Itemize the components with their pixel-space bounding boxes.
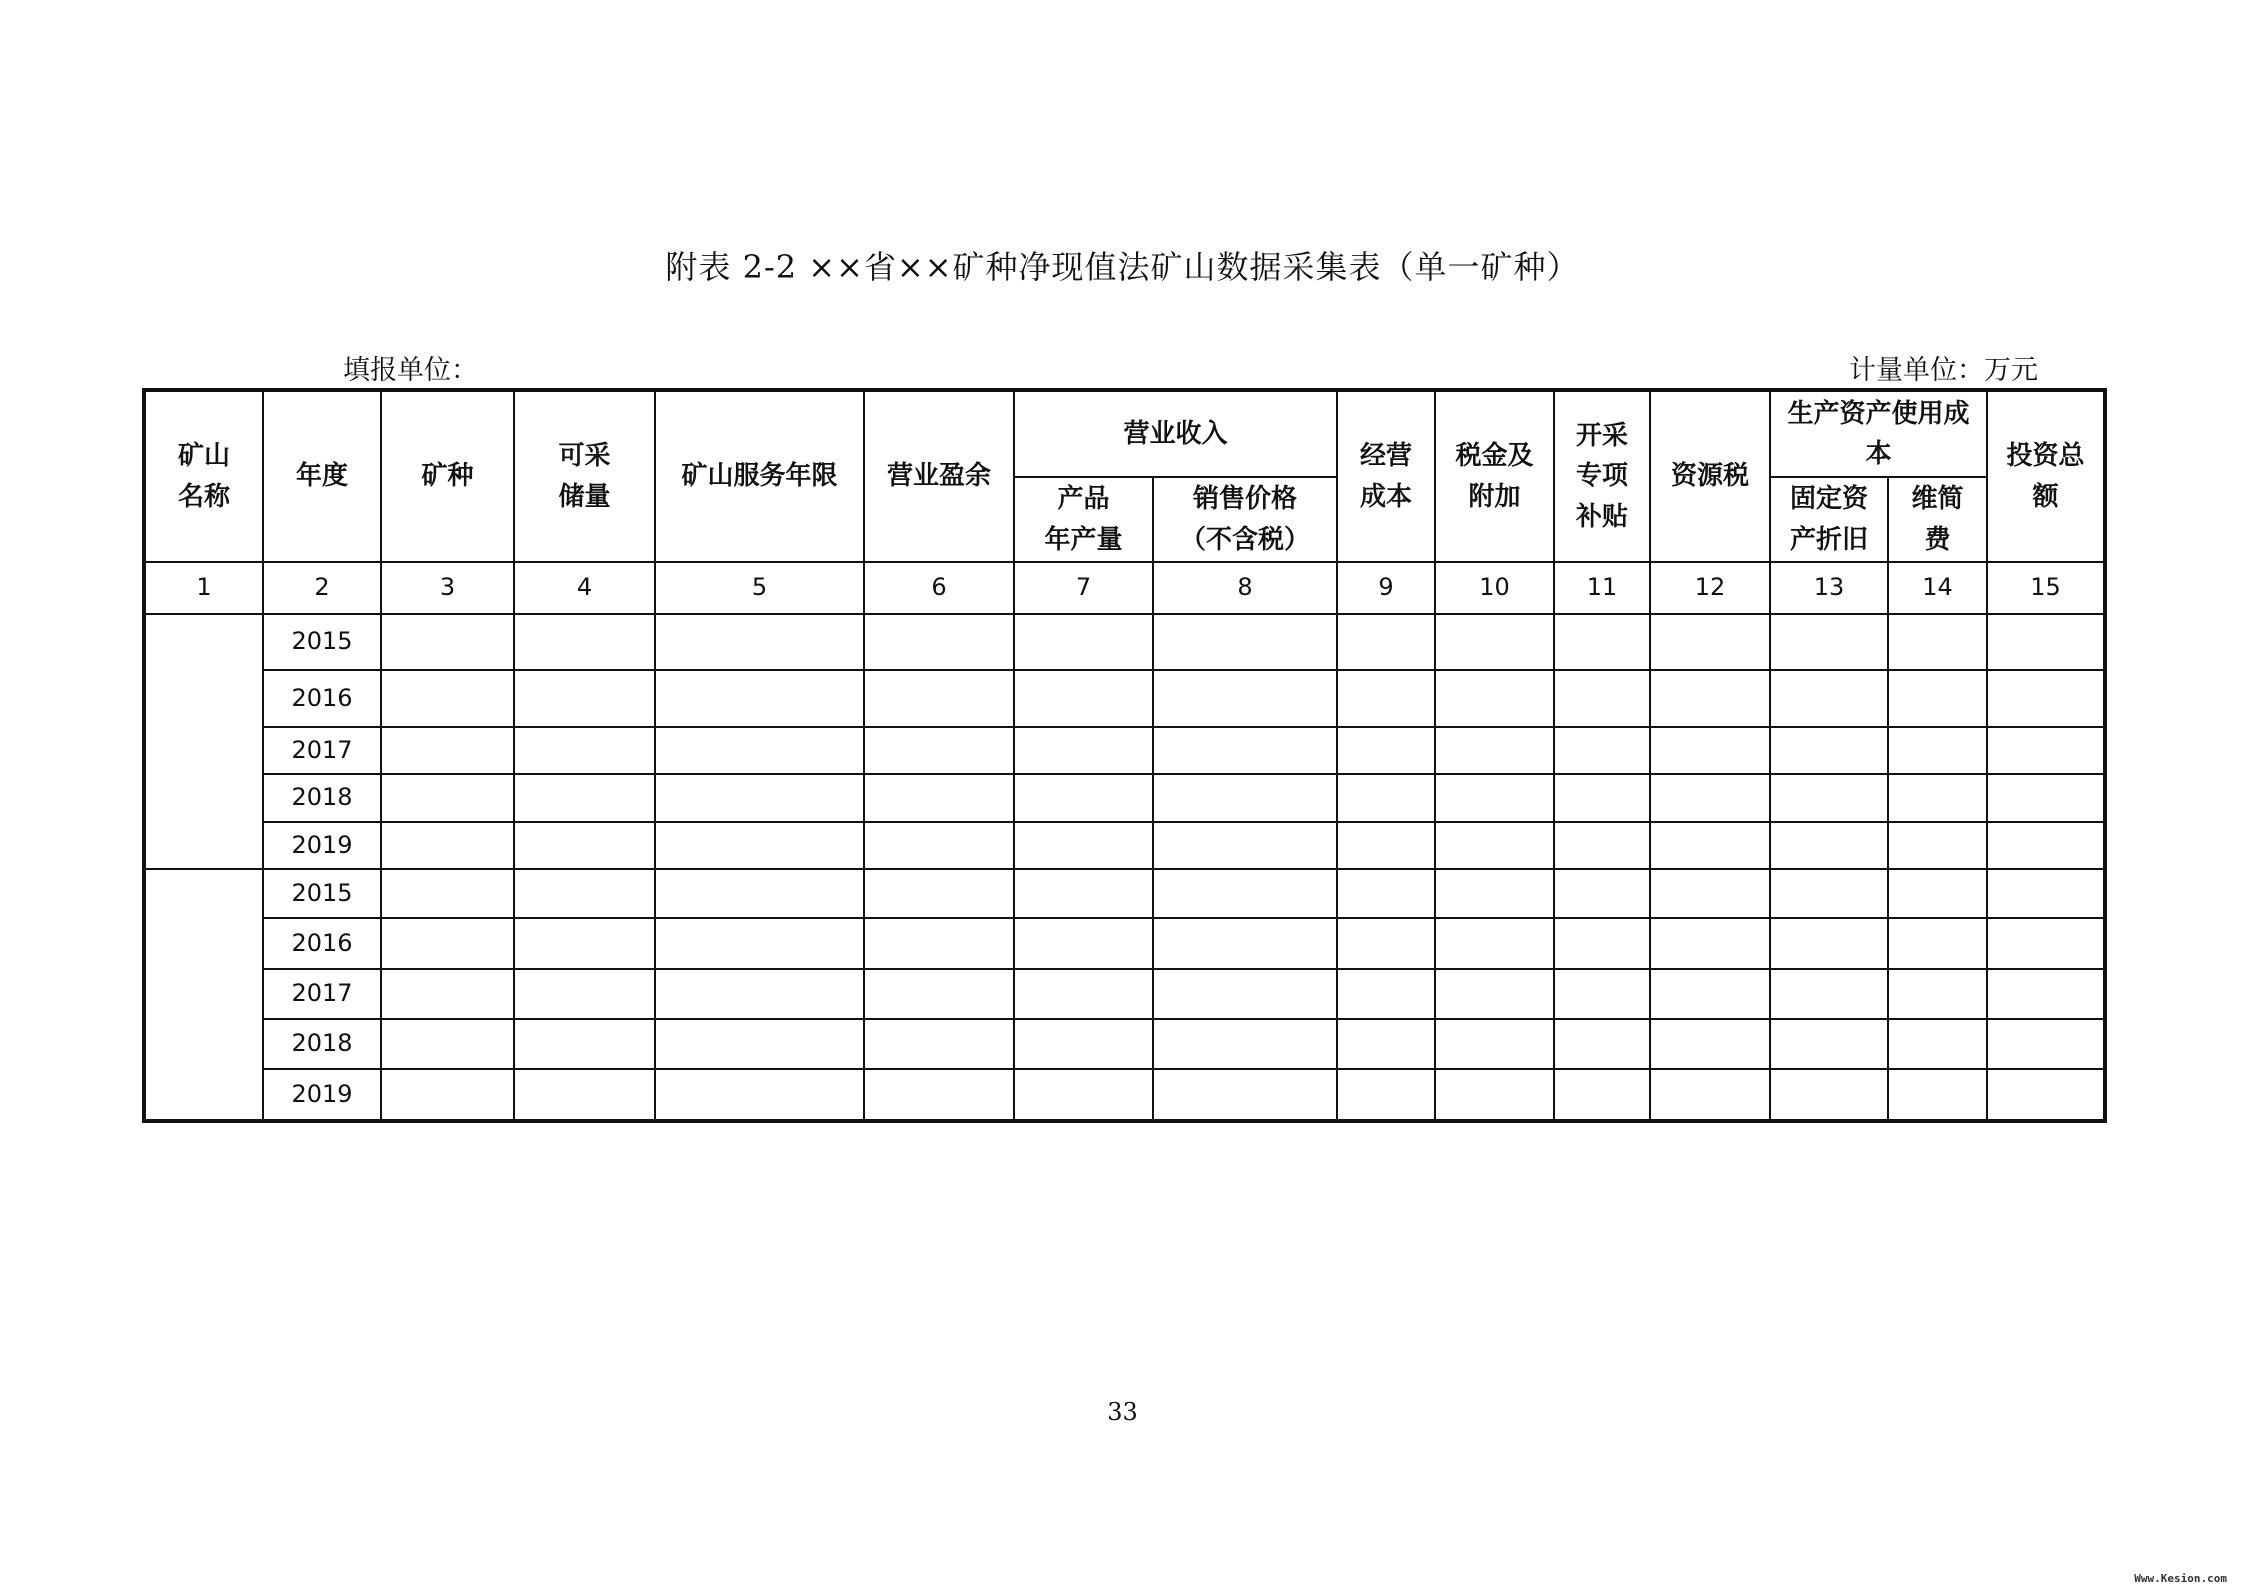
data-cell[interactable] (655, 869, 864, 918)
data-cell[interactable] (1888, 670, 1987, 727)
header-sale-price: 销售价格 （不含税） (1153, 477, 1337, 562)
header-operating-cost: 经营 成本 (1337, 390, 1435, 562)
data-cell[interactable] (1888, 918, 1987, 969)
data-cell[interactable] (1987, 1019, 2105, 1069)
data-cell[interactable] (514, 1019, 655, 1069)
header-maintenance: 维简 费 (1888, 477, 1987, 562)
data-cell[interactable] (1650, 1019, 1770, 1069)
data-cell[interactable] (381, 822, 514, 869)
column-number: 6 (864, 562, 1014, 614)
data-cell[interactable] (1987, 918, 2105, 969)
data-cell[interactable] (1435, 918, 1554, 969)
table-row (144, 1019, 2105, 1069)
data-cell[interactable] (1888, 614, 1987, 670)
table-row (144, 670, 2105, 727)
data-cell[interactable] (1770, 727, 1888, 774)
data-cell[interactable] (1888, 1019, 1987, 1069)
data-cell[interactable] (1014, 670, 1153, 727)
data-cell[interactable] (1770, 869, 1888, 918)
table-row (144, 822, 2105, 869)
document-title: 附表 2-2 ××省××矿种净现值法矿山数据采集表（单一矿种） (665, 248, 1580, 286)
data-cell[interactable] (1650, 1069, 1770, 1121)
data-cell[interactable] (1650, 918, 1770, 969)
data-cell[interactable] (1770, 1019, 1888, 1069)
data-cell[interactable] (1014, 614, 1153, 670)
data-cell[interactable] (1554, 614, 1650, 670)
data-cell[interactable] (655, 614, 864, 670)
data-cell[interactable] (1888, 1069, 1987, 1121)
header-mine-name: 矿山 名称 (144, 390, 263, 562)
header-asset-cost-group: 生产资产使用成 本 (1770, 390, 1987, 477)
data-cell[interactable] (1770, 1069, 1888, 1121)
mine-name-cell[interactable] (144, 869, 263, 1121)
data-cell[interactable] (1435, 670, 1554, 727)
data-cell[interactable] (1650, 774, 1770, 822)
column-number: 7 (1014, 562, 1153, 614)
data-cell[interactable] (1987, 614, 2105, 670)
mine-name-cell[interactable] (144, 614, 263, 869)
data-cell[interactable] (1014, 1019, 1153, 1069)
header-operating-surplus: 营业盈余 (864, 390, 1014, 562)
data-cell[interactable] (864, 869, 1014, 918)
table-row (144, 727, 2105, 774)
data-cell[interactable] (1770, 969, 1888, 1019)
data-cell[interactable] (1554, 774, 1650, 822)
data-cell[interactable] (655, 1019, 864, 1069)
data-cell[interactable] (1987, 1069, 2105, 1121)
column-number: 9 (1337, 562, 1435, 614)
data-cell[interactable] (655, 1069, 864, 1121)
data-cell[interactable] (1987, 969, 2105, 1019)
data-cell[interactable] (1888, 727, 1987, 774)
data-cell[interactable] (1650, 822, 1770, 869)
header-investment: 投资总 额 (1987, 390, 2105, 562)
data-cell[interactable] (514, 969, 655, 1019)
data-cell[interactable] (1770, 670, 1888, 727)
header-revenue-group: 营业收入 (1014, 390, 1337, 477)
data-cell[interactable] (1650, 727, 1770, 774)
year-cell: 2017 (263, 727, 381, 774)
data-cell[interactable] (1987, 869, 2105, 918)
site-watermark: Www.Kesion.com (2134, 1572, 2227, 1585)
data-cell[interactable] (381, 774, 514, 822)
data-cell[interactable] (381, 869, 514, 918)
data-cell[interactable] (1435, 969, 1554, 1019)
data-cell[interactable] (1014, 1069, 1153, 1121)
data-cell[interactable] (1888, 969, 1987, 1019)
column-number: 12 (1650, 562, 1770, 614)
table-row (144, 614, 2105, 670)
data-cell[interactable] (1014, 869, 1153, 918)
data-cell[interactable] (1153, 1069, 1337, 1121)
data-cell[interactable] (1554, 1069, 1650, 1121)
data-cell[interactable] (381, 1069, 514, 1121)
data-cell[interactable] (1337, 614, 1435, 670)
data-cell[interactable] (1987, 822, 2105, 869)
data-cell[interactable] (864, 918, 1014, 969)
data-cell[interactable] (1554, 727, 1650, 774)
data-cell[interactable] (1014, 969, 1153, 1019)
data-cell[interactable] (1153, 1019, 1337, 1069)
data-cell[interactable] (1888, 774, 1987, 822)
header-row-1 (144, 390, 2105, 477)
data-cell[interactable] (1435, 822, 1554, 869)
data-cell[interactable] (1153, 918, 1337, 969)
data-cell[interactable] (381, 1019, 514, 1069)
data-cell[interactable] (514, 869, 655, 918)
data-cell[interactable] (381, 969, 514, 1019)
data-cell[interactable] (1435, 1069, 1554, 1121)
data-cell[interactable] (1987, 670, 2105, 727)
data-cell[interactable] (1770, 774, 1888, 822)
data-cell[interactable] (1153, 614, 1337, 670)
data-cell[interactable] (514, 1069, 655, 1121)
year-cell: 2019 (263, 1069, 381, 1121)
data-cell[interactable] (1650, 869, 1770, 918)
data-cell[interactable] (864, 774, 1014, 822)
data-cell[interactable] (1770, 614, 1888, 670)
data-cell[interactable] (514, 727, 655, 774)
data-cell[interactable] (381, 727, 514, 774)
header-service-life: 矿山服务年限 (655, 390, 864, 562)
data-cell[interactable] (514, 822, 655, 869)
data-cell[interactable] (864, 822, 1014, 869)
measure-unit-label: 计量单位：万元 (1849, 355, 2038, 386)
year-cell: 2019 (263, 822, 381, 869)
column-number: 1 (144, 562, 263, 614)
data-cell[interactable] (514, 670, 655, 727)
data-cell[interactable] (1435, 614, 1554, 670)
data-cell[interactable] (1435, 774, 1554, 822)
year-cell: 2015 (263, 614, 381, 670)
table-row (144, 1069, 2105, 1121)
data-cell[interactable] (1554, 822, 1650, 869)
table-row (144, 969, 2105, 1019)
data-cell[interactable] (1014, 727, 1153, 774)
data-cell[interactable] (1770, 918, 1888, 969)
header-reserves: 可采 储量 (514, 390, 655, 562)
column-number: 3 (381, 562, 514, 614)
column-number: 14 (1888, 562, 1987, 614)
data-cell[interactable] (1337, 670, 1435, 727)
year-cell: 2016 (263, 670, 381, 727)
data-cell[interactable] (1554, 869, 1650, 918)
data-cell[interactable] (1770, 822, 1888, 869)
header-resource-tax: 资源税 (1650, 390, 1770, 562)
data-cell[interactable] (1337, 774, 1435, 822)
mine-data-table (142, 388, 2107, 1123)
data-cell[interactable] (864, 969, 1014, 1019)
data-cell[interactable] (1435, 727, 1554, 774)
data-cell[interactable] (1337, 969, 1435, 1019)
column-number: 10 (1435, 562, 1554, 614)
data-cell[interactable] (514, 918, 655, 969)
data-cell[interactable] (1153, 670, 1337, 727)
data-cell[interactable] (1337, 822, 1435, 869)
year-cell: 2015 (263, 869, 381, 918)
page-number: 33 (1107, 1398, 1138, 1426)
header-taxes: 税金及 附加 (1435, 390, 1554, 562)
data-cell[interactable] (655, 670, 864, 727)
data-cell[interactable] (1650, 614, 1770, 670)
header-depreciation: 固定资 产折旧 (1770, 477, 1888, 562)
data-cell[interactable] (514, 614, 655, 670)
data-cell[interactable] (655, 918, 864, 969)
data-cell[interactable] (864, 727, 1014, 774)
data-cell[interactable] (864, 670, 1014, 727)
data-cell[interactable] (381, 670, 514, 727)
year-cell: 2016 (263, 918, 381, 969)
column-number: 15 (1987, 562, 2105, 614)
data-cell[interactable] (1337, 727, 1435, 774)
data-cell[interactable] (1888, 822, 1987, 869)
table-row (144, 918, 2105, 969)
data-cell[interactable] (1435, 1019, 1554, 1069)
data-cell[interactable] (655, 969, 864, 1019)
data-cell[interactable] (1650, 670, 1770, 727)
column-number: 2 (263, 562, 381, 614)
data-cell[interactable] (864, 1069, 1014, 1121)
data-cell[interactable] (1554, 670, 1650, 727)
data-cell[interactable] (1153, 869, 1337, 918)
data-cell[interactable] (1014, 918, 1153, 969)
data-cell[interactable] (1337, 918, 1435, 969)
data-cell[interactable] (655, 727, 864, 774)
table-row (144, 774, 2105, 822)
header-subsidy: 开采 专项 补贴 (1554, 390, 1650, 562)
table-row (144, 869, 2105, 918)
fill-unit-label: 填报单位： (343, 355, 478, 386)
data-cell[interactable] (864, 614, 1014, 670)
column-number: 5 (655, 562, 864, 614)
data-cell[interactable] (381, 614, 514, 670)
data-cell[interactable] (1435, 869, 1554, 918)
data-cell[interactable] (864, 1019, 1014, 1069)
data-cell[interactable] (1888, 869, 1987, 918)
column-number: 8 (1153, 562, 1337, 614)
data-cell[interactable] (1153, 822, 1337, 869)
data-cell[interactable] (1554, 918, 1650, 969)
data-cell[interactable] (1337, 869, 1435, 918)
column-number: 11 (1554, 562, 1650, 614)
data-cell[interactable] (1554, 969, 1650, 1019)
data-cell[interactable] (1153, 774, 1337, 822)
data-cell[interactable] (1014, 822, 1153, 869)
data-cell[interactable] (1337, 1019, 1435, 1069)
data-cell[interactable] (655, 822, 864, 869)
data-cell[interactable] (1014, 774, 1153, 822)
data-cell[interactable] (1337, 1069, 1435, 1121)
year-cell: 2018 (263, 774, 381, 822)
column-number-row (144, 562, 2105, 614)
column-number: 4 (514, 562, 655, 614)
column-number: 13 (1770, 562, 1888, 614)
data-cell[interactable] (1153, 969, 1337, 1019)
data-cell[interactable] (1987, 774, 2105, 822)
data-cell[interactable] (1650, 969, 1770, 1019)
header-year: 年度 (263, 390, 381, 562)
data-cell[interactable] (1987, 727, 2105, 774)
data-cell[interactable] (381, 918, 514, 969)
header-mineral: 矿种 (381, 390, 514, 562)
year-cell: 2017 (263, 969, 381, 1019)
year-cell: 2018 (263, 1019, 381, 1069)
data-cell[interactable] (1153, 727, 1337, 774)
data-cell[interactable] (514, 774, 655, 822)
data-cell[interactable] (655, 774, 864, 822)
header-annual-output: 产品 年产量 (1014, 477, 1153, 562)
data-cell[interactable] (1554, 1019, 1650, 1069)
